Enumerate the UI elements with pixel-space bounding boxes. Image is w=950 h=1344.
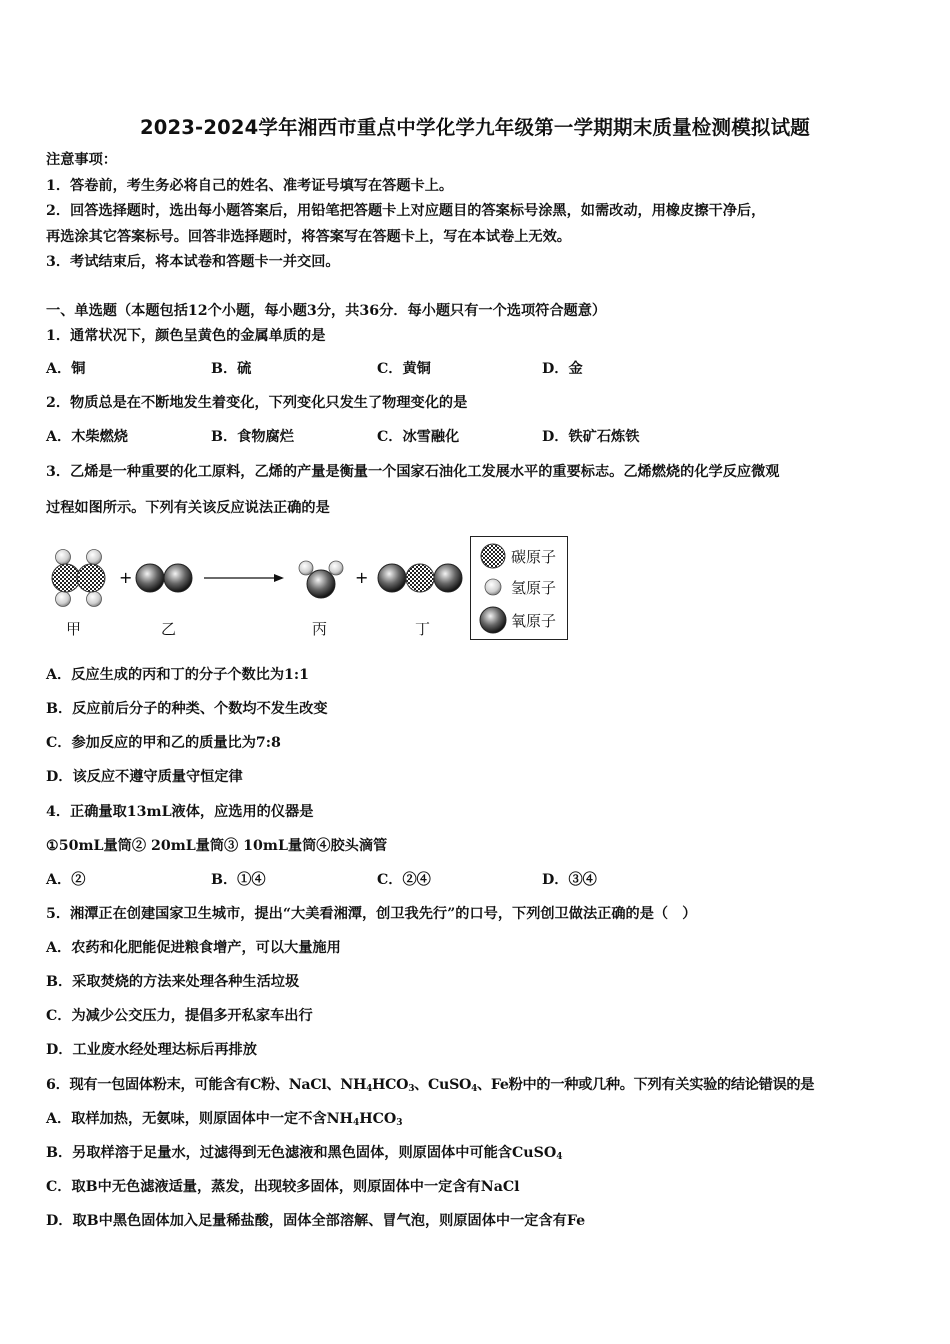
q2-option-a: A．木柴燃烧: [46, 429, 128, 445]
q4-option-d: D．③④: [542, 872, 597, 888]
plus-sign: +: [355, 568, 369, 587]
q4-option-a: A．②: [46, 872, 86, 888]
section-heading: 一、单选题（本题包括12个小题，每小题3分，共36分．每小题只有一个选项符合题意）: [46, 303, 607, 319]
q5-option-a: A．农药和化肥能促进粮食增产，可以大量施用: [46, 940, 341, 956]
ethylene-molecule: [52, 550, 105, 607]
legend-carbon: 碳原子: [511, 548, 557, 566]
notice-item: 再选涂其它答案标号。回答非选择题时，将答案写在答题卡上，写在本试卷上无效。: [46, 229, 571, 245]
water-molecule: [299, 561, 343, 598]
q2-option-c: C．冰雪融化: [377, 429, 460, 445]
q4-option-b: B．①④: [211, 872, 266, 888]
legend-hydrogen: 氢原子: [511, 579, 557, 597]
q6-stem: 6．现有一包固体粉末，可能含有C粉、NaCl、$NH_4HCO_3$、CuSO$_4$、Fe粉中的一种或几种。下列有关实验的结论错误的是: [46, 1077, 815, 1094]
hydrogen-atom-icon: [485, 579, 501, 595]
q1-option-d: D．金: [542, 361, 583, 377]
q1-option-c: C．黄铜: [377, 361, 431, 377]
q3-option-d: D．该反应不遵守质量守恒定律: [46, 769, 243, 785]
oxygen-molecule: [136, 564, 192, 592]
label-bing: 丙: [312, 620, 328, 638]
q6-option-d: D．取B中黑色固体加入足量稀盐酸，固体全部溶解、冒气泡，则原固体中一定含有Fe: [46, 1213, 586, 1229]
plus-sign: +: [119, 568, 133, 587]
q3-stem-line1: 3．乙烯是一种重要的化工原料，乙烯的产量是衡量一个国家石油化工发展水平的重要标志。乙烯燃烧的化学反应微观: [46, 464, 780, 480]
notice-item: 3．考试结束后，将本试卷和答题卡一并交回。: [46, 254, 340, 270]
q3-option-a: A．反应生成的丙和丁的分子个数比为1:1: [46, 667, 309, 683]
q2-stem: 2．物质总是在不断地发生着变化，下列变化只发生了物理变化的是: [46, 395, 468, 411]
label-ding: 丁: [415, 620, 431, 638]
legend-icons: [471, 537, 511, 639]
q1-option-a: A．铜: [46, 361, 86, 377]
q5-option-d: D．工业废水经处理达标后再排放: [46, 1042, 257, 1058]
q2-option-d: D．铁矿石炼铁: [542, 429, 640, 445]
label-jia: 甲: [66, 620, 82, 638]
q5-stem: 5．湘潭正在创建国家卫生城市，提出“大美看湘潭，创卫我先行”的口号，下列创卫做法正确的是（ ）: [46, 906, 697, 922]
reaction-arrow: [204, 574, 284, 582]
q6-option-c: C．取B中无色滤液适量，蒸发，出现较多固体，则原固体中一定含有NaCl: [46, 1179, 520, 1195]
reaction-diagram: [44, 534, 574, 644]
q3-option-c: C．参加反应的甲和乙的质量比为7:8: [46, 735, 281, 751]
q6-option-b: B．另取样溶于足量水，过滤得到无色滤液和黑色固体，则原固体中可能含CuSO$_4$: [46, 1145, 563, 1162]
q3-stem-line2: 过程如图所示。下列有关该反应说法正确的是: [46, 500, 330, 516]
carbon-dioxide-molecule: [378, 564, 462, 592]
q3-option-b: B．反应前后分子的种类、个数均不发生改变: [46, 701, 328, 717]
notice-item: 1．答卷前，考生务必将自己的姓名、准考证号填写在答题卡上。: [46, 178, 454, 194]
carbon-atom-icon: [481, 544, 505, 568]
label-yi: 乙: [161, 620, 177, 638]
q5-option-b: B．采取焚烧的方法来处理各种生活垃圾: [46, 974, 300, 990]
q2-option-b: B．食物腐烂: [211, 429, 294, 445]
q4-instruments: ①50mL量筒② 20mL量筒③ 10mL量筒④胶头滴管: [46, 838, 388, 854]
q6-option-a: A．取样加热，无氨味，则原固体中一定不含$NH_4HCO_3$: [46, 1111, 403, 1128]
q1-option-b: B．硫: [211, 361, 252, 377]
oxygen-atom-icon: [480, 607, 506, 633]
atom-legend: [470, 536, 568, 640]
legend-oxygen: 氧原子: [511, 612, 557, 630]
q1-stem: 1．通常状况下，颜色呈黄色的金属单质的是: [46, 328, 326, 344]
notice-heading: 注意事项：: [46, 152, 117, 168]
q4-option-c: C．②④: [377, 872, 431, 888]
q4-stem: 4．正确量取13mL液体，应选用的仪器是: [46, 804, 314, 820]
q5-option-c: C．为减少公交压力，提倡多开私家车出行: [46, 1008, 313, 1024]
notice-item: 2．回答选择题时，选出每小题答案后，用铅笔把答题卡上对应题目的答案标号涂黑，如需改动，用橡皮擦干净后，: [46, 203, 766, 219]
page-title: 2023-2024学年湘西市重点中学化学九年级第一学期期末质量检测模拟试题: [139, 116, 811, 139]
